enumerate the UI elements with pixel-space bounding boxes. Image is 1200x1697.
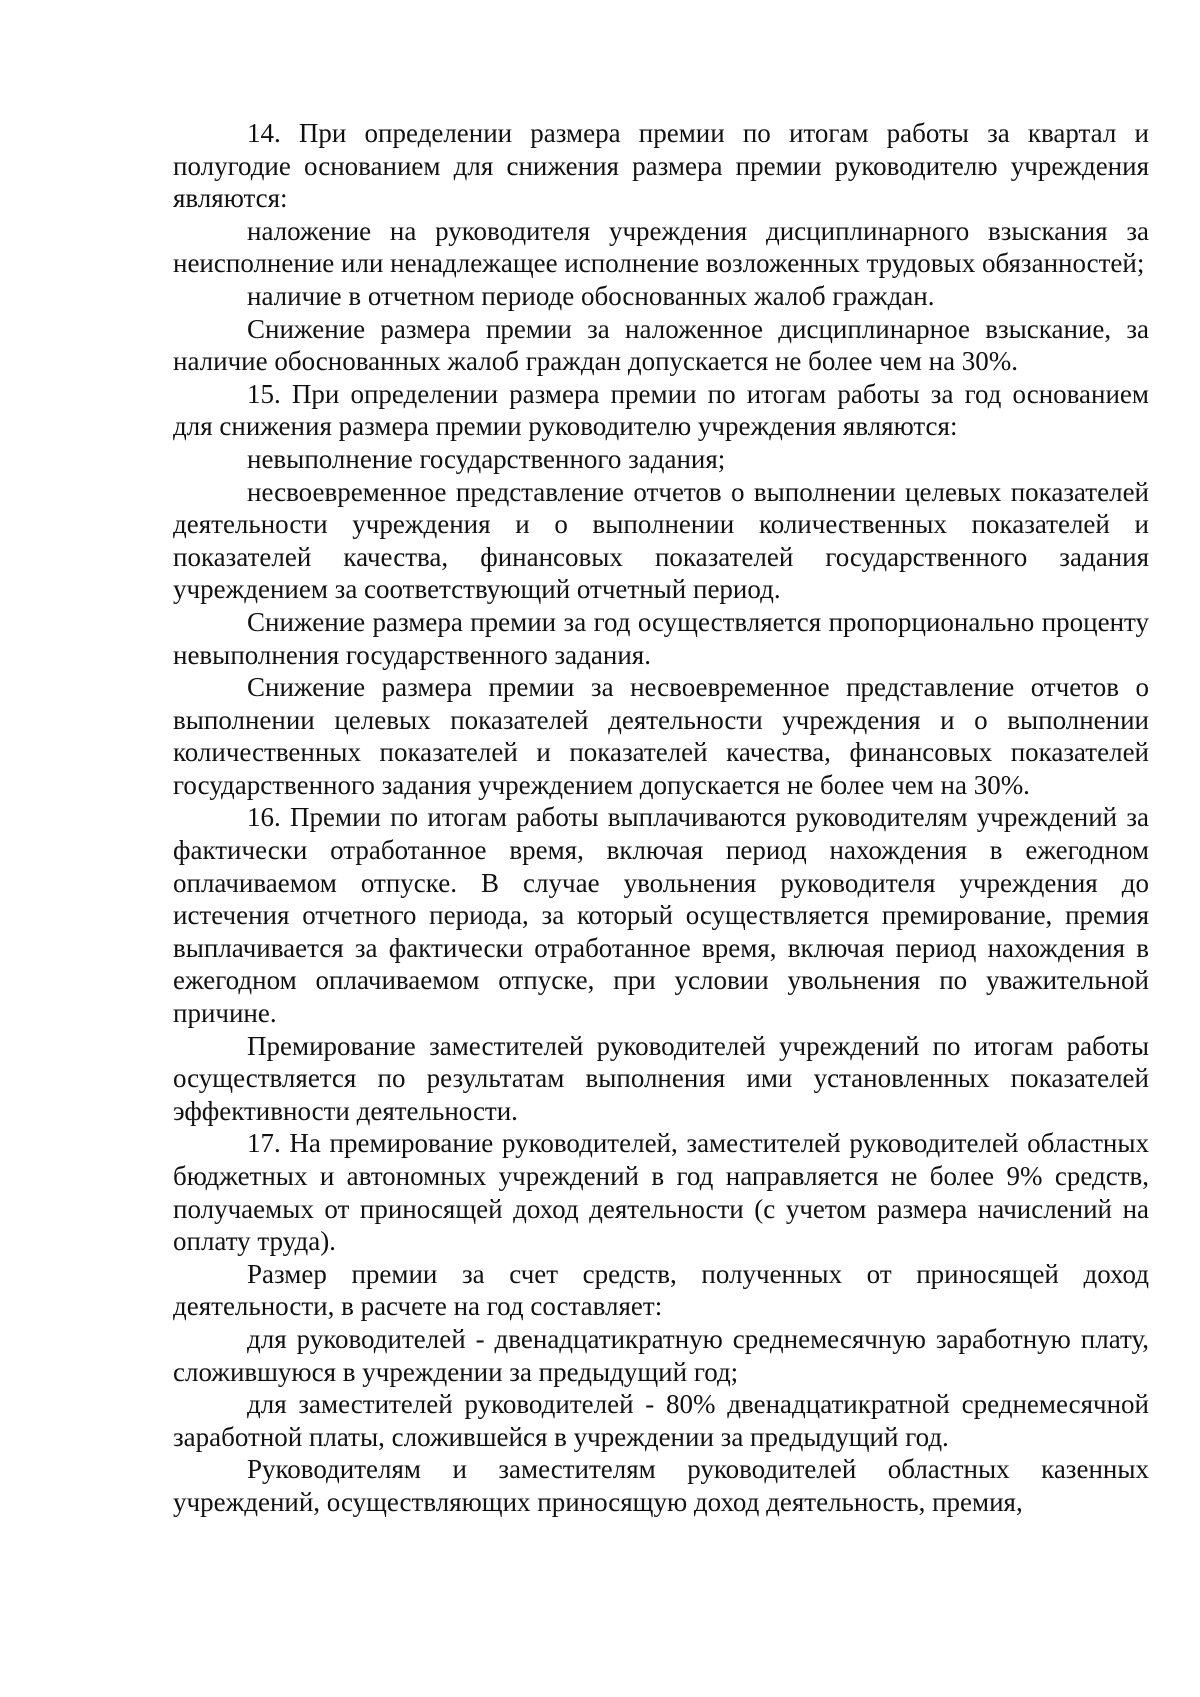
paragraph-15: 15. При определении размера премии по итогам работы за год основанием для снижения размера премии руководителю учреждения являются: [173, 378, 1149, 442]
paragraph-14-disciplinary: наложение на руководителя учреждения дисциплинарного взыскания за неисполнение или ненадлежащее исполнение возложенных трудовых обязанностей; [173, 215, 1149, 279]
paragraph-17-heads: для руководителей - двенадцатикратную среднемесячную заработную плату, сложившуюся в учреждении за предыдущий год; [173, 1323, 1149, 1387]
paragraph-15-late-reports: несвоевременное представление отчетов о выполнении целевых показателей деятельности учреждения и о выполнении количественных показателей и показателей качества, финансовых показателей государственного задания учреждением за соответствующий отчетный период. [173, 476, 1149, 605]
paragraph-14: 14. При определении размера премии по итогам работы за квартал и полугодие основанием для снижения размера премии руководителю учреждения являются: [173, 118, 1149, 214]
paragraph-17: 17. На премирование руководителей, заместителей руководителей областных бюджетных и автономных учреждений в год направляется не более 9% средств, получаемых от приносящей доход деятельности (с учетом размера начислений на оплату труда). [173, 1128, 1149, 1257]
paragraph-17-deputies: для заместителей руководителей - 80% двенадцатикратной среднемесячной заработной платы, сложившейся в учреждении за предыдущий год. [173, 1389, 1149, 1452]
paragraph-14-complaints: наличие в отчетном периоде обоснованных жалоб граждан. [247, 280, 935, 311]
paragraph-15-task-failure: невыполнение государственного задания; [247, 443, 726, 474]
paragraph-14-reduction-limit: Снижение размера премии за наложенное дисциплинарное взыскание, за наличие обоснованных жалоб граждан допускается не более чем на 30%. [173, 313, 1149, 377]
document-page [173, 117, 1149, 1519]
paragraph-17-bonus-size: Размер премии за счет средств, полученных от приносящей доход деятельности, в расчете на год составляет: [173, 1258, 1149, 1322]
paragraph-15-reduction-limit: Снижение размера премии за несвоевременное представление отчетов о выполнении целевых показателей деятельности учреждения и о выполнении количественных показателей и показателей качества, финансовых показателей государственного задания учреждением допускается не более чем на 30%. [173, 672, 1149, 800]
paragraph-16-deputies: Премирование заместителей руководителей учреждений по итогам работы осуществляется по результатам выполнения ими установленных показателей эффективности деятельности. [173, 1030, 1149, 1126]
paragraph-17-state-institutions: Руководителям и заместителям руководителей областных казенных учреждений, осуществляющих приносящую доход деятельность, премия, [173, 1454, 1149, 1517]
paragraph-16: 16. Премии по итогам работы выплачиваются руководителям учреждений за фактически отработанное время, включая период нахождения в ежегодном оплачиваемом отпуске. В случае увольнения руководителя учреждения до истечения отчетного периода, за который осуществляется премирование, премия выплачивается за фактически отработанное время, включая период нахождения в ежегодном оплачиваемом отпуске, при условии увольнения по уважительной причине. [173, 802, 1149, 1029]
paragraph-15-proportional: Снижение размера премии за год осуществляется пропорционально проценту невыполнения государственного задания. [173, 606, 1149, 670]
